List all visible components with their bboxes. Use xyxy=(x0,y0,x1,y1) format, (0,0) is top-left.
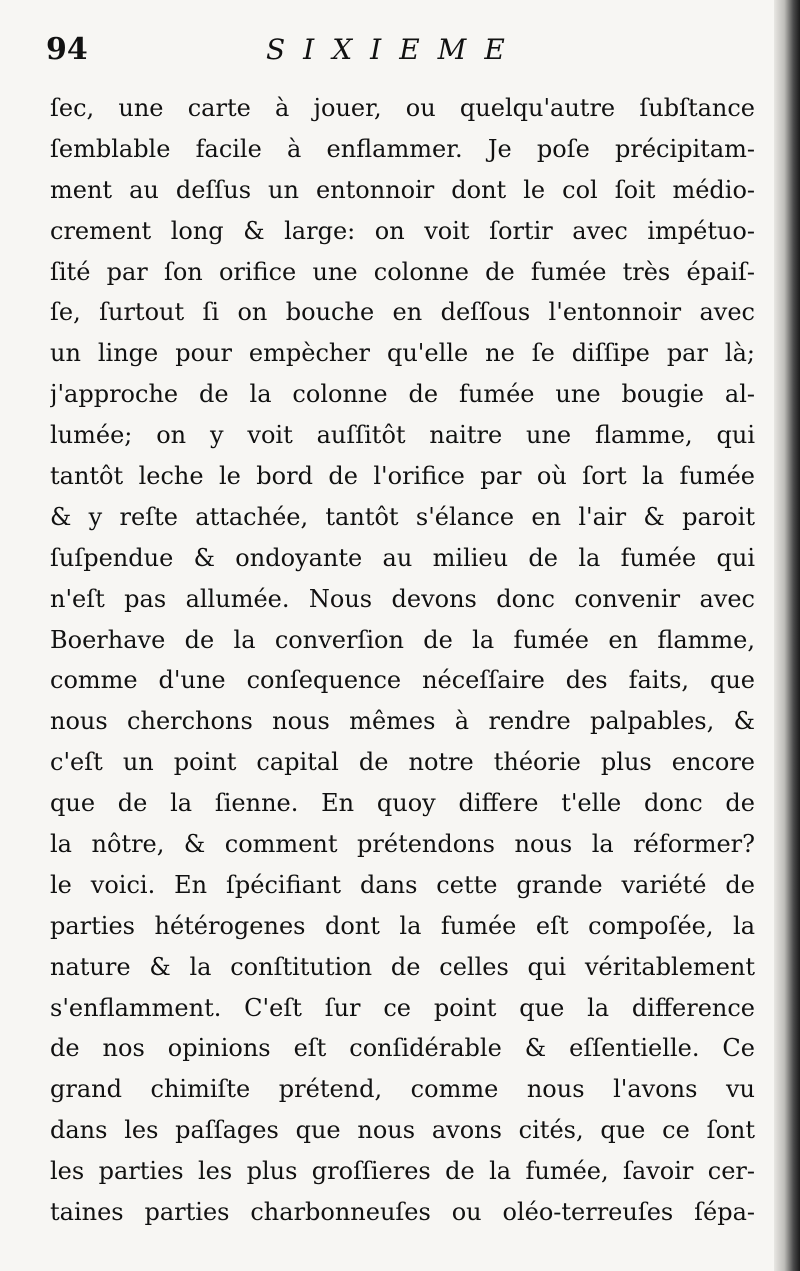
page-edge xyxy=(774,0,800,1271)
text-line: les parties les plus groſſieres de la fumée, ſavoir cer- xyxy=(50,1157,755,1186)
running-head: SIXIEME xyxy=(266,33,523,66)
text-line: ſuſpendue & ondoyante au milieu de la fumée qui xyxy=(50,543,755,572)
text-line: taines parties charbonneuſes ou oléo-terreuſes ſépa- xyxy=(50,1198,755,1227)
text-line: Boerhave de la converſion de la fumée en flamme, xyxy=(50,625,755,654)
text-line: ſemblable facile à enflammer. Je poſe précipitam- xyxy=(50,134,755,163)
text-line: n'eſt pas allumée. Nous devons donc convenir avec xyxy=(50,584,755,613)
text-line: c'eſt un point capital de notre théorie plus encore xyxy=(50,748,755,777)
text-line: ſité par ſon orifice une colonne de fumée très épaiſ- xyxy=(50,257,755,286)
text-line: ſe, ſurtout ſi on bouche en deſſous l'entonnoir avec xyxy=(50,298,755,327)
text-line: grand chimiſte prétend, comme nous l'avons vu xyxy=(50,1075,755,1104)
text-line: nature & la conſtitution de celles qui véritablement xyxy=(50,952,755,981)
text-line: la nôtre, & comment prétendons nous la réformer? xyxy=(50,830,755,859)
text-line: ment au deſſus un entonnoir dont le col ſoit médio- xyxy=(50,175,755,204)
text-line: que de la ſienne. En quoy differe t'elle donc de xyxy=(50,789,755,818)
text-line: lumée; on y voit auſſitôt naitre une flamme, qui xyxy=(50,421,755,450)
page-header xyxy=(46,30,746,74)
page-number: 94 xyxy=(46,32,88,67)
text-line: nous cherchons nous mêmes à rendre palpables, & xyxy=(50,707,755,736)
text-line: un linge pour empècher qu'elle ne ſe diſſipe par là; xyxy=(50,339,755,368)
text-line: ſec, une carte à jouer, ou quelqu'autre ſubſtance xyxy=(50,94,755,122)
text-line: & y reſte attachée, tantôt s'élance en l'air & paroit xyxy=(50,502,755,531)
text-line: dans les paſſages que nous avons cités, que ce ſont xyxy=(50,1116,755,1145)
text-line: tantôt leche le bord de l'orifice par où ſort la fumée xyxy=(50,462,755,491)
body-text xyxy=(50,88,755,1233)
text-line: comme d'une conſequence néceſſaire des faits, que xyxy=(50,666,755,695)
text-line: parties hétérogenes dont la fumée eſt compoſée, la xyxy=(50,911,755,940)
text-line: de nos opinions eſt conſidérable & eſſentielle. Ce xyxy=(50,1034,755,1063)
text-line: s'enflamment. C'eſt ſur ce point que la difference xyxy=(50,993,755,1022)
text-line: j'approche de la colonne de fumée une bougie al- xyxy=(50,380,755,409)
text-line: le voici. En ſpécifiant dans cette grande variété de xyxy=(50,870,755,899)
text-line: crement long & large: on voit ſortir avec impétuo- xyxy=(50,216,755,245)
